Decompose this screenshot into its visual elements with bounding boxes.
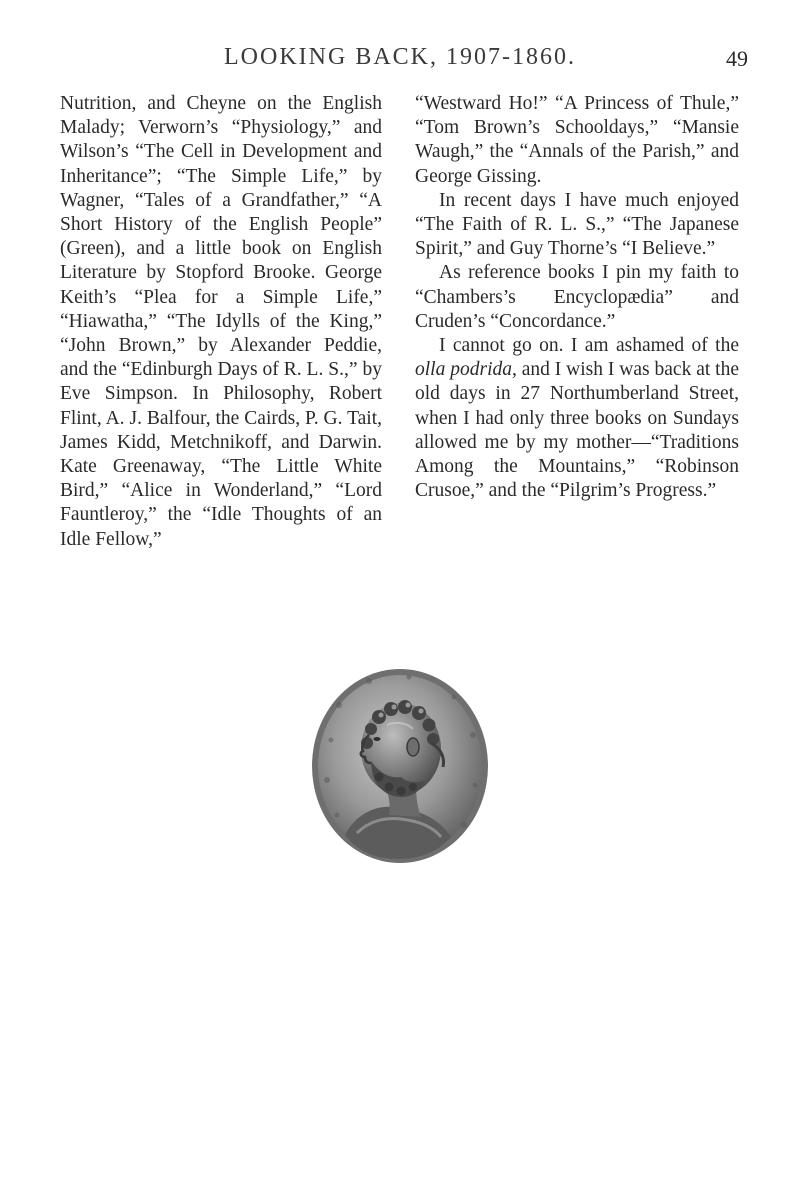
right-paragraph-1: “Westward Ho!” “A Princess of Thule,” “Tom Brown’s Schooldays,” “Mansie Waugh,” the “Annals of the Parish,” and George Gissing. <box>415 93 739 187</box>
page-number: 49 <box>726 46 748 71</box>
left-column <box>60 92 382 552</box>
olla-podrida-italic: olla podrida, <box>415 359 517 381</box>
right-column <box>415 92 739 503</box>
coin-portrait-icon <box>309 665 491 867</box>
right-paragraph-3: As reference books I pin my faith to “Chambers’s Encyclopædia” and Cruden’s “Concordance.” <box>415 262 739 332</box>
right-paragraph-2: In recent days I have much enjoyed “The Faith of R. L. S.,” “The Japanese Spirit,” and Guy Thorne’s “I Believe.” <box>415 189 739 260</box>
left-column-text: Nutrition, and Cheyne on the English Malady; Verworn’s “Physiology,” and Wilson’s “The Cell in Development and Inheritance”; “The Simple Life,” by Wagner, “Tales of a Grandfather,” “A Short History of the English People” (Green), and a little book on English Literature by Stopford Brooke. George Keith’s “Plea for a Simple Life,” “Hiawatha,” “The Idylls of the King,” “John Brown,” by Alexander Peddie, and the “Edinburgh Days of R. L. S.,” by Eve Simpson. In Philosophy, Robert Flint, A. J. Balfour, the Cairds, P. G. Tait, James Kidd, Metchnikoff, and Darwin. Kate Greenaway, “The Little White Bird,” “Alice in Wonderland,” “Lord Fauntleroy,” the “Idle Thoughts of an Idle Fellow,” <box>60 93 382 550</box>
running-title: LOOKING BACK, 1907-1860. <box>224 44 576 70</box>
right-paragraph-4 <box>415 334 739 503</box>
right-paragraph-4-end: and I wish I was back at the old days in 27 Northumberland Street, when I had only three books on Sundays allowed me by my mother—“Traditions Among the Mountains,” “Robinson Crusoe,” and the “Pilgrim’s Progress.” <box>415 359 739 502</box>
right-paragraph-4-start: I cannot go on. I am ashamed of the <box>439 335 739 357</box>
running-head <box>0 44 800 80</box>
coin-illustration <box>309 665 491 867</box>
